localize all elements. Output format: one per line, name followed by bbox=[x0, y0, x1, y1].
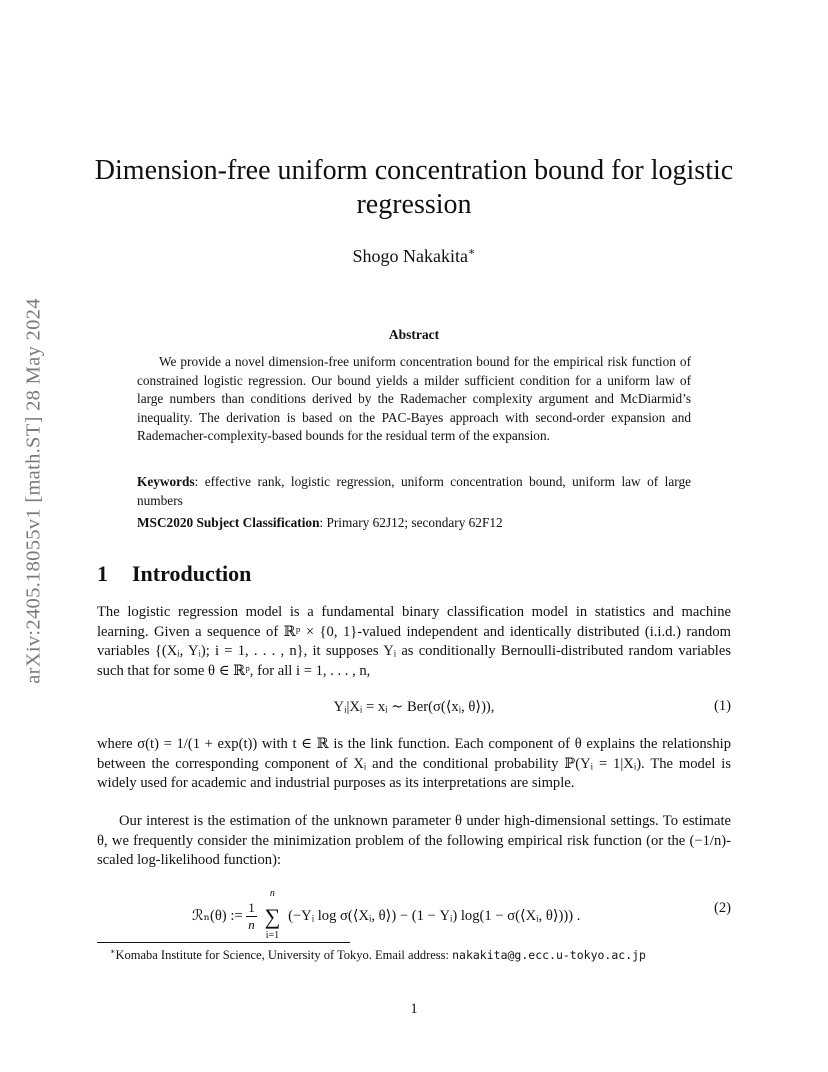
abstract-text: We provide a novel dimension-free uniform concentration bound for the empirical risk function of constrained logistic regression. Our bound yields a milder sufficient condition for a uniform law of large numbers than conditions derived by the Rademacher complexity argument and McDiarmid’s inequality. The derivation is based on the PAC-Bayes approach with second-order expansion and Rademacher-complexity-based bounds for the residual term of the expansion. bbox=[137, 354, 691, 443]
equation-2-lhs: ℛₙ(θ) := bbox=[192, 907, 243, 924]
section-title: Introduction bbox=[132, 561, 252, 586]
paragraph-3: Our interest is the estimation of the unknown parameter θ under high-dimensional settings. To estimate θ, we frequently consider the minimization problem of the following empirical risk function (or the (−1/n)-scaled log-likelihood function): bbox=[97, 813, 731, 869]
keywords-text: : effective rank, logistic regression, uniform concentration bound, uniform law of large numbers bbox=[137, 474, 691, 508]
paragraph-1: The logistic regression model is a fundamental binary classification model in statistics and machine learning. Given a sequence of ℝᵖ × {0, 1}-valued independent and identically distributed (i.i.d.) random variables {(Xᵢ, Yᵢ); i = 1, . . . , n}, it supposes Yᵢ as conditionally Bernoulli-distributed random variables such that for some θ ∈ ℝᵖ, for all i = 1, . . . , n, bbox=[97, 604, 731, 679]
sum-lower-limit: i=1 bbox=[265, 929, 280, 941]
equation-2-rhs: (−Yᵢ log σ(⟨Xᵢ, θ⟩) − (1 − Yᵢ) log(1 − σ(⟨Xᵢ, θ⟩))) . bbox=[288, 907, 581, 924]
sum-upper-limit: n bbox=[269, 887, 275, 899]
keywords-label: Keywords bbox=[137, 474, 195, 489]
section-heading bbox=[97, 561, 251, 587]
footnote-rule bbox=[97, 942, 350, 943]
arxiv-identifier: arXiv:2405.18055v1 [math.ST] 28 May 2024 bbox=[22, 298, 45, 684]
page-number: 1 bbox=[410, 1001, 418, 1017]
equation-2 bbox=[97, 886, 731, 941]
keywords bbox=[137, 473, 691, 510]
footnote-mark: ∗ bbox=[110, 947, 116, 956]
abstract-heading: Abstract bbox=[388, 327, 440, 342]
paper-title: Dimension-free uniform concentration bound for logistic regression bbox=[94, 155, 734, 220]
msc-text: : Primary 62J12; secondary 62F12 bbox=[319, 515, 503, 530]
equation-2-tag: (2) bbox=[713, 900, 731, 916]
summation-symbol: ∑ n i=1 bbox=[260, 904, 284, 930]
footnote-email: nakakita@g.ecc.u-tokyo.ac.jp bbox=[452, 948, 646, 963]
equation-1-body: Yᵢ|Xᵢ = xᵢ ∼ Ber(σ(⟨xᵢ, θ⟩)), bbox=[333, 699, 495, 715]
paragraph-2: where σ(t) = 1/(1 + exp(t)) with t ∈ ℝ is the link function. Each component of θ explains the relationship between the corresponding component of Xᵢ and the conditional probability ℙ(Yᵢ = 1|Xᵢ). The model is widely used for academic and industrial purposes as its interpretations are simple. bbox=[97, 736, 731, 792]
section-number: 1 bbox=[97, 561, 108, 586]
msc-classification bbox=[137, 514, 691, 533]
footnote bbox=[110, 947, 646, 963]
author-name: Shogo Nakakita bbox=[352, 246, 468, 266]
equation-2-fraction bbox=[246, 900, 257, 933]
fraction-numerator: 1 bbox=[248, 900, 255, 915]
equation-2-body bbox=[192, 887, 581, 941]
msc-label: MSC2020 Subject Classification bbox=[137, 515, 320, 530]
fraction-denominator: n bbox=[248, 917, 255, 932]
footnote-text: Komaba Institute for Science, University of Tokyo. Email address: bbox=[115, 948, 453, 963]
equation-1-tag: (1) bbox=[713, 698, 731, 714]
arxiv-sidebar bbox=[22, 236, 46, 746]
author bbox=[0, 245, 828, 267]
author-footnote-mark: ∗ bbox=[468, 246, 476, 258]
